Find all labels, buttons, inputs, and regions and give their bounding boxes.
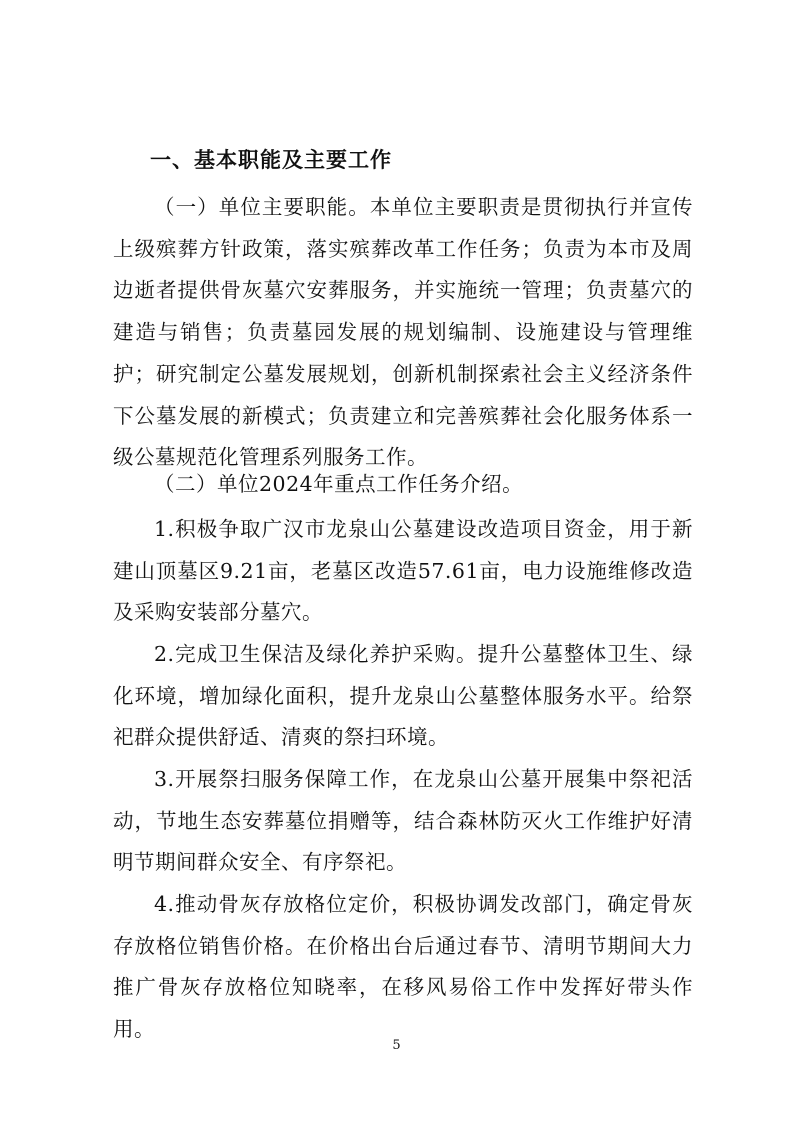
- paragraph-key-tasks-intro: （二）单位2024年重点工作任务介绍。: [154, 472, 524, 496]
- paragraph-unit-functions: （一）单位主要职能。本单位主要职责是贯彻执行并宣传上级殡葬方针政策，落实殡葬改革工作任务；负责为本市及周边逝者提供骨灰墓穴安葬服务，并实施统一管理；负责墓穴的建造与销售；负责墓园发展的规划编制、设施建设与管理维护；研究制定公墓发展规划，创新机制探索社会主义经济条件下公墓发展的新模式；负责建立和完善殡葬社会化服务体系一级公墓规范化管理系列服务工作。: [113, 195, 693, 470]
- page-number: 5: [392, 1038, 401, 1053]
- paragraph-task-2: 2.完成卫生保洁及绿化养护采购。提升公墓整体卫生、绿化环境，增加绿化面积，提升龙泉山公墓整体服务水平。给祭祀群众提供舒适、清爽的祭扫环境。: [113, 642, 693, 750]
- paragraph-task-4: 4.推动骨灰存放格位定价，积极协调发改部门，确定骨灰存放格位销售价格。在价格出台后通过春节、清明节期间大力推广骨灰存放格位知晓率，在移风易俗工作中发挥好带头作用。: [113, 892, 693, 1042]
- paragraph-task-1: 1.积极争取广汉市龙泉山公墓建设改造项目资金，用于新建山顶墓区9.21亩，老墓区改造57.61亩，电力设施维修改造及采购安装部分墓穴。: [113, 517, 693, 625]
- section-heading: 一、基本职能及主要工作: [150, 148, 392, 172]
- paragraph-task-3: 3.开展祭扫服务保障工作，在龙泉山公墓开展集中祭祀活动，节地生态安葬墓位捐赠等，结合森林防灭火工作维护好清明节期间群众安全、有序祭祀。: [113, 767, 693, 875]
